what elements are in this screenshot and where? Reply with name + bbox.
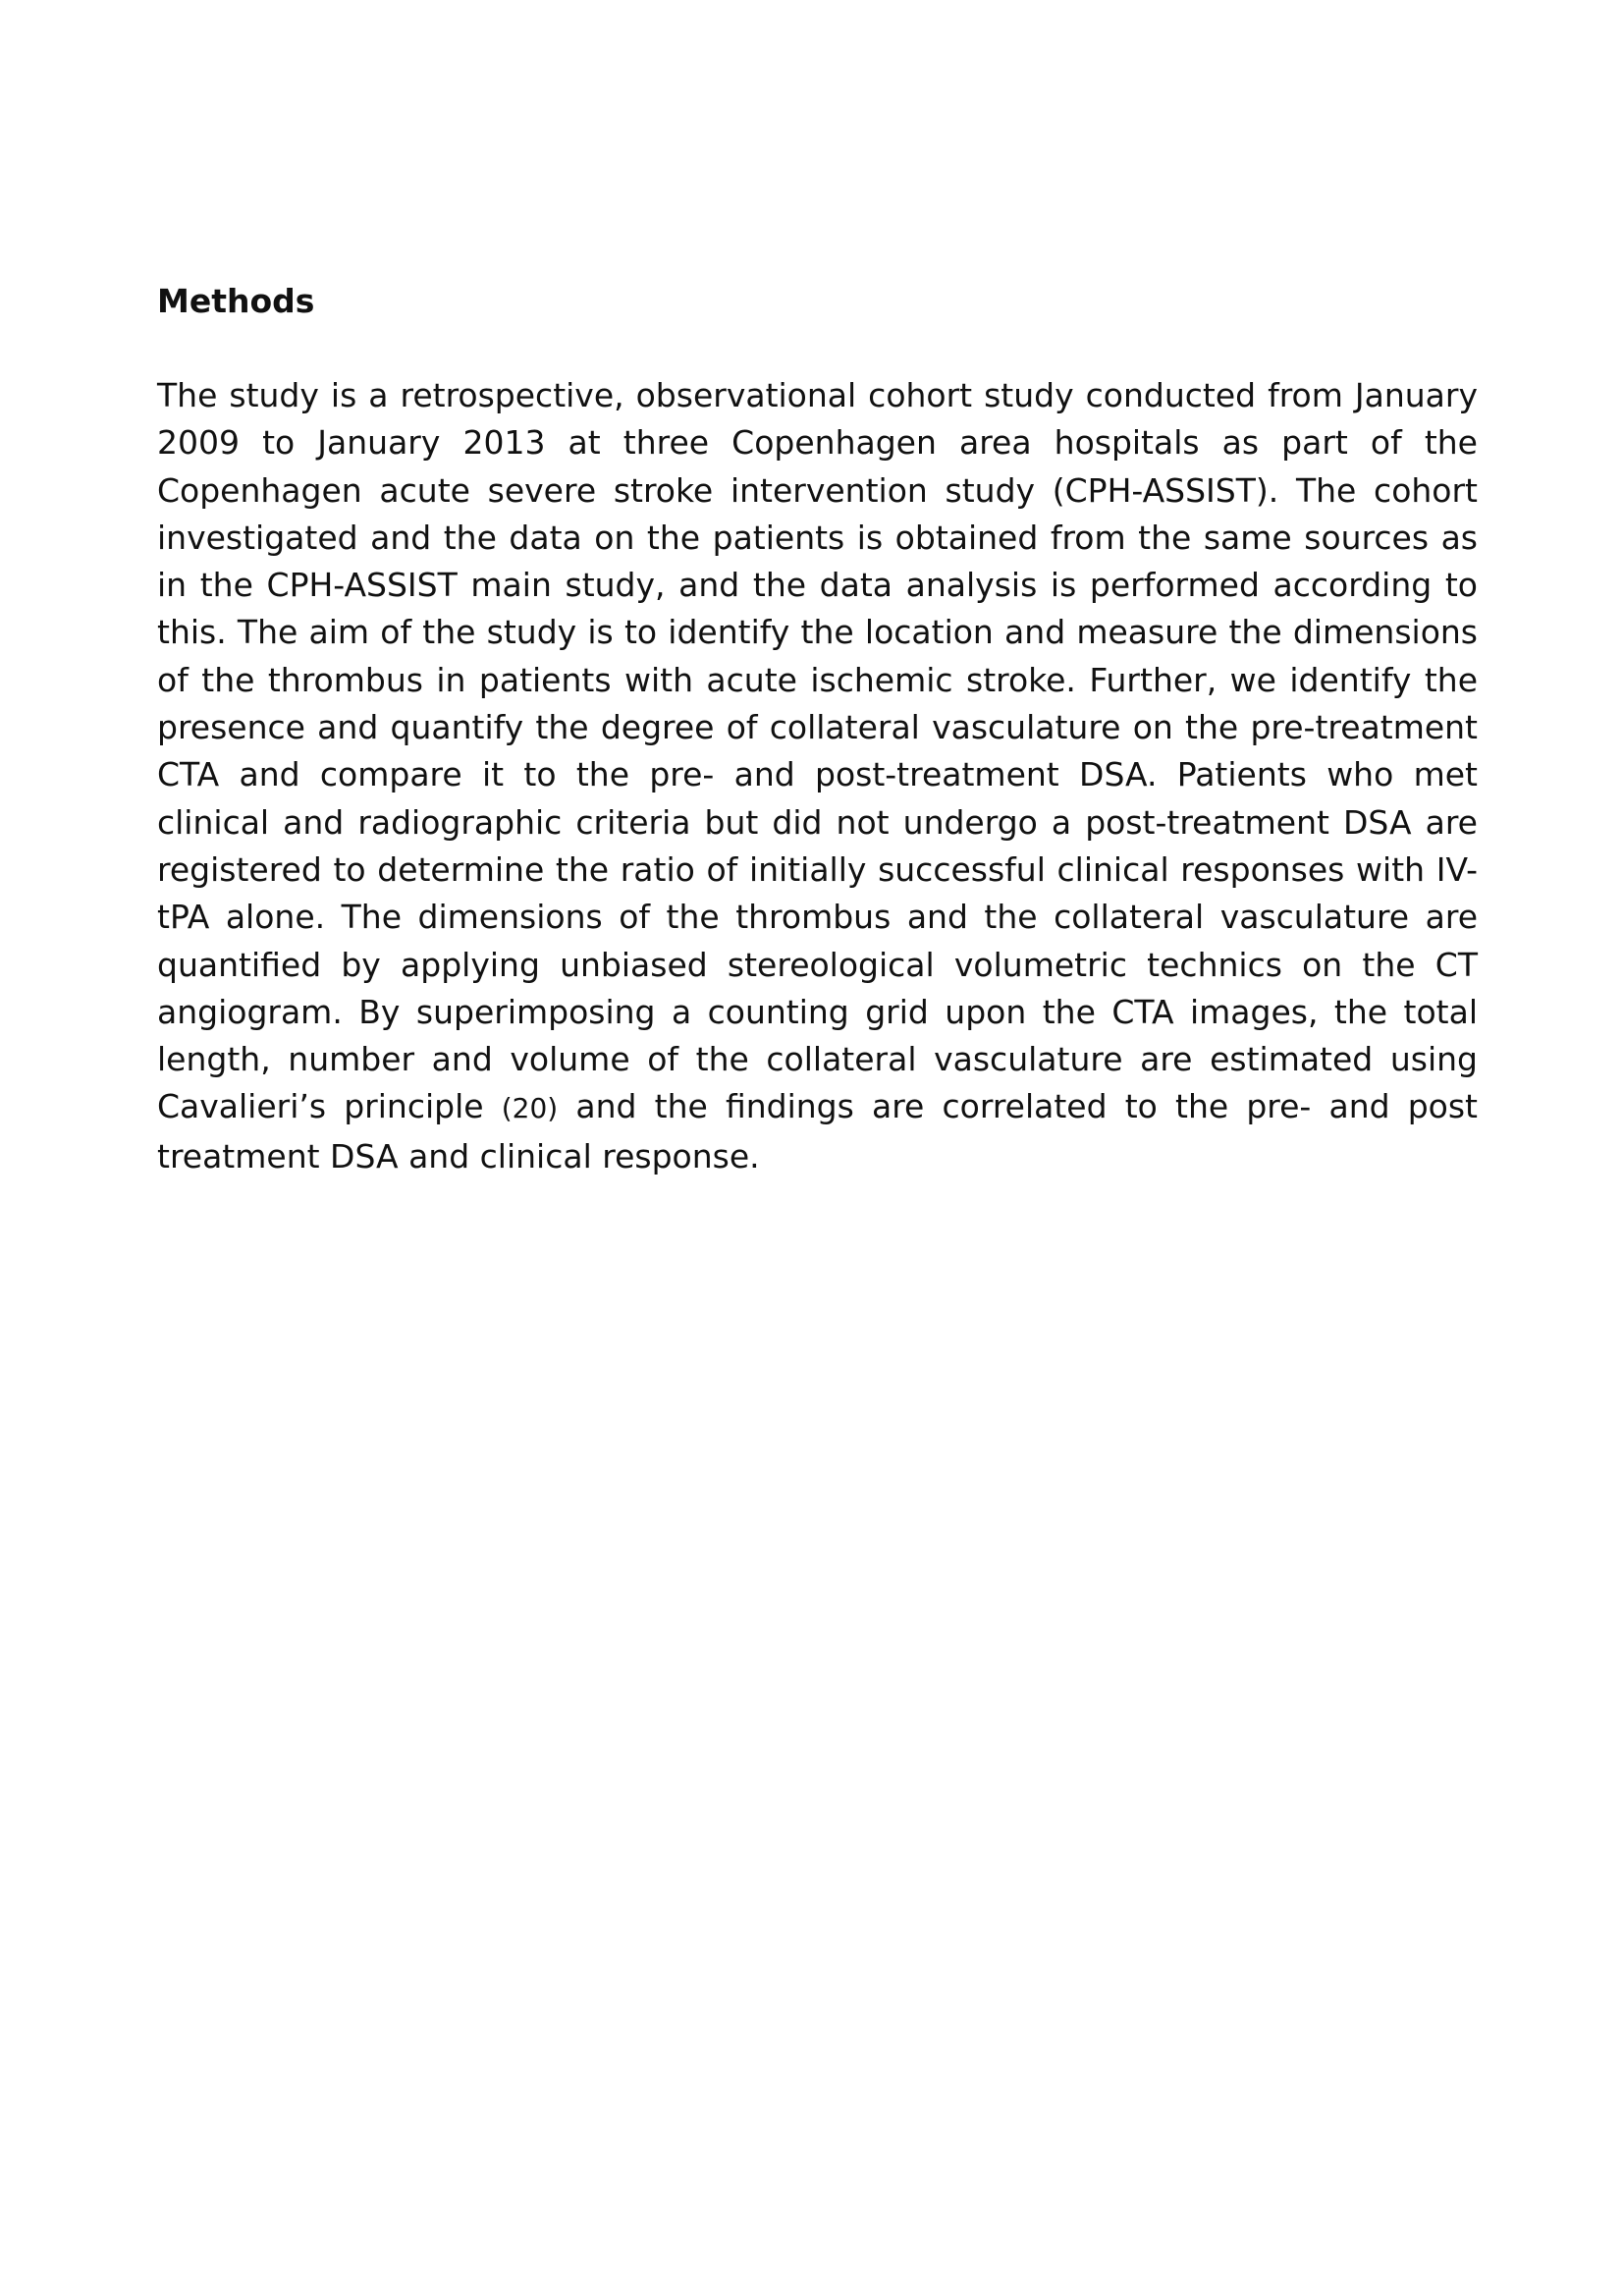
section-heading: Methods [157,282,315,320]
methods-paragraph [157,372,1478,1180]
citation-reference: (20) [501,1092,559,1125]
paragraph-text: The study is a retrospective, observational cohort study conducted from January 2009 to January 2013 at three Copenhagen area hospitals as part of the Copenhagen acute severe stroke intervention study (CPH-ASSIST). The cohort investigated and the data on the patients is obtained from the same sources as in the CPH-ASSIST main study, and the data analysis is performed according to this. The aim of the study is to identify the location and measure the dimensions of the thrombus in patients with acute ischemic stroke. Further, we identify the presence and quantify the degree of collateral vasculature on the pre-treatment CTA and compare it to the pre- and post-treatment DSA. Patients who met clinical and radiographic criteria but did not undergo a post-treatment DSA are registered to determine the ratio of initially successful clinical responses with IV-tPA alone. The dimensions of the thrombus and the collateral vasculature are quantified by applying unbiased stereological volumetric technics on the CT angiogram. By superimposing a counting grid upon the CTA images, the total length, number and volume of the collateral vasculature are estimated using Cavalieri’s principle [157,376,1478,1126]
paragraph-text-continued: and the findings are correlated to the pre- and post treatment DSA and clinical response. [157,1087,1478,1175]
methods-section [157,278,1478,1180]
